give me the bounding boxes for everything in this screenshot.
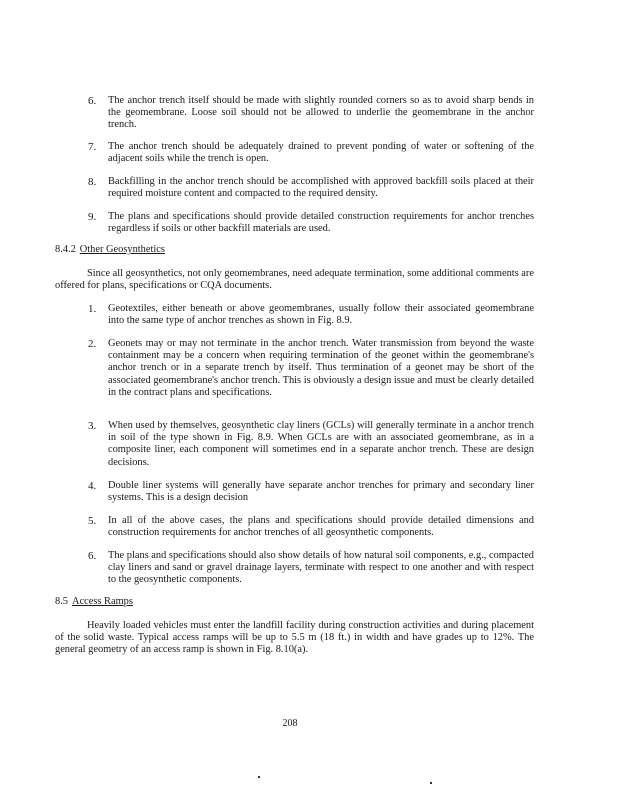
section-heading-8-4-2	[55, 244, 165, 256]
section-title: Access Ramps	[72, 596, 133, 607]
list-item-text: Double liner systems will generally have separate anchor trenches for primary and secondary liner systems. This is a design decision	[108, 480, 534, 504]
section-number: 8.4.2	[55, 244, 76, 255]
list-item-number: 5.	[88, 515, 97, 527]
list-item-number: 1.	[88, 303, 97, 315]
list-item-number: 6.	[88, 550, 97, 562]
list-item-text: The anchor trench itself should be made with slightly rounded corners so as to avoid sharp bends in the geomembrane. Loose soil should not be allowed to underlie the geomembrane in the anchor trench.	[108, 95, 534, 131]
section-heading-8-5	[55, 596, 133, 608]
list-item-text: The plans and specifications should also show details of how natural soil components, e.g., compacted clay liners and sand or gravel drainage layers, terminate with respect to one another and with respect to the geosynthetic components.	[108, 550, 534, 586]
section-body-paragraph: Heavily loaded vehicles must enter the landfill facility during construction activities and during placement of the solid waste. Typical access ramps will be up to 5.5 m (18 ft.) in width and have grades up to 12%. The general geometry of an access ramp is shown in Fig. 8.10(a).	[55, 620, 534, 656]
section-title: Other Geosynthetics	[79, 244, 165, 255]
scan-speck	[430, 782, 432, 784]
section-number: 8.5	[55, 596, 68, 607]
list-item-text: The plans and specifications should provide detailed construction requirements for anchor trenches regardless if soils or other backfill materials are used.	[108, 211, 534, 235]
scan-speck	[258, 776, 260, 778]
page-number: 208	[282, 718, 298, 729]
list-item-number: 8.	[88, 176, 97, 188]
list-item-text: In all of the above cases, the plans and specifications should provide detailed dimensions and construction requirements for anchor trenches of all geosynthetic components.	[108, 515, 534, 539]
list-item-text: Backfilling in the anchor trench should be accomplished with approved backfill soils placed at their required moisture content and compacted to the required density.	[108, 176, 534, 200]
list-item-number: 4.	[88, 480, 97, 492]
list-item-number: 3.	[88, 420, 97, 432]
section-intro-paragraph: Since all geosynthetics, not only geomembranes, need adequate termination, some additional comments are offered for plans, specifications or CQA documents.	[55, 268, 534, 292]
list-item-number: 9.	[88, 211, 97, 223]
list-item-text: Geonets may or may not terminate in the anchor trench. Water transmission from beyond the waste containment may be a concern when requiring termination of the geonet within the geomembrane's anchor trench or in a separate trench by itself. Thus termination of a geonet may be short of the associated geomembrane's anchor trench. This is obviously a design issue and must be clearly detailed in the contract plans and specifications.	[108, 338, 534, 398]
list-item-text: Geotextiles, either beneath or above geomembranes, usually follow their associated geomembrane into the same type of anchor trenches as shown in Fig. 8.9.	[108, 303, 534, 327]
list-item-number: 6.	[88, 95, 97, 107]
list-item-text: The anchor trench should be adequately drained to prevent ponding of water or softening of the adjacent soils while the trench is open.	[108, 141, 534, 165]
list-item-number: 2.	[88, 338, 97, 350]
list-item-number: 7.	[88, 141, 97, 153]
list-item-text: When used by themselves, geosynthetic clay liners (GCLs) will generally terminate in a anchor trench in soil of the type shown in Fig. 8.9. When GCLs are with an associated geomembrane, as in a composite liner, each component will sometimes end in a separate anchor trench. These are design decisions.	[108, 420, 534, 468]
